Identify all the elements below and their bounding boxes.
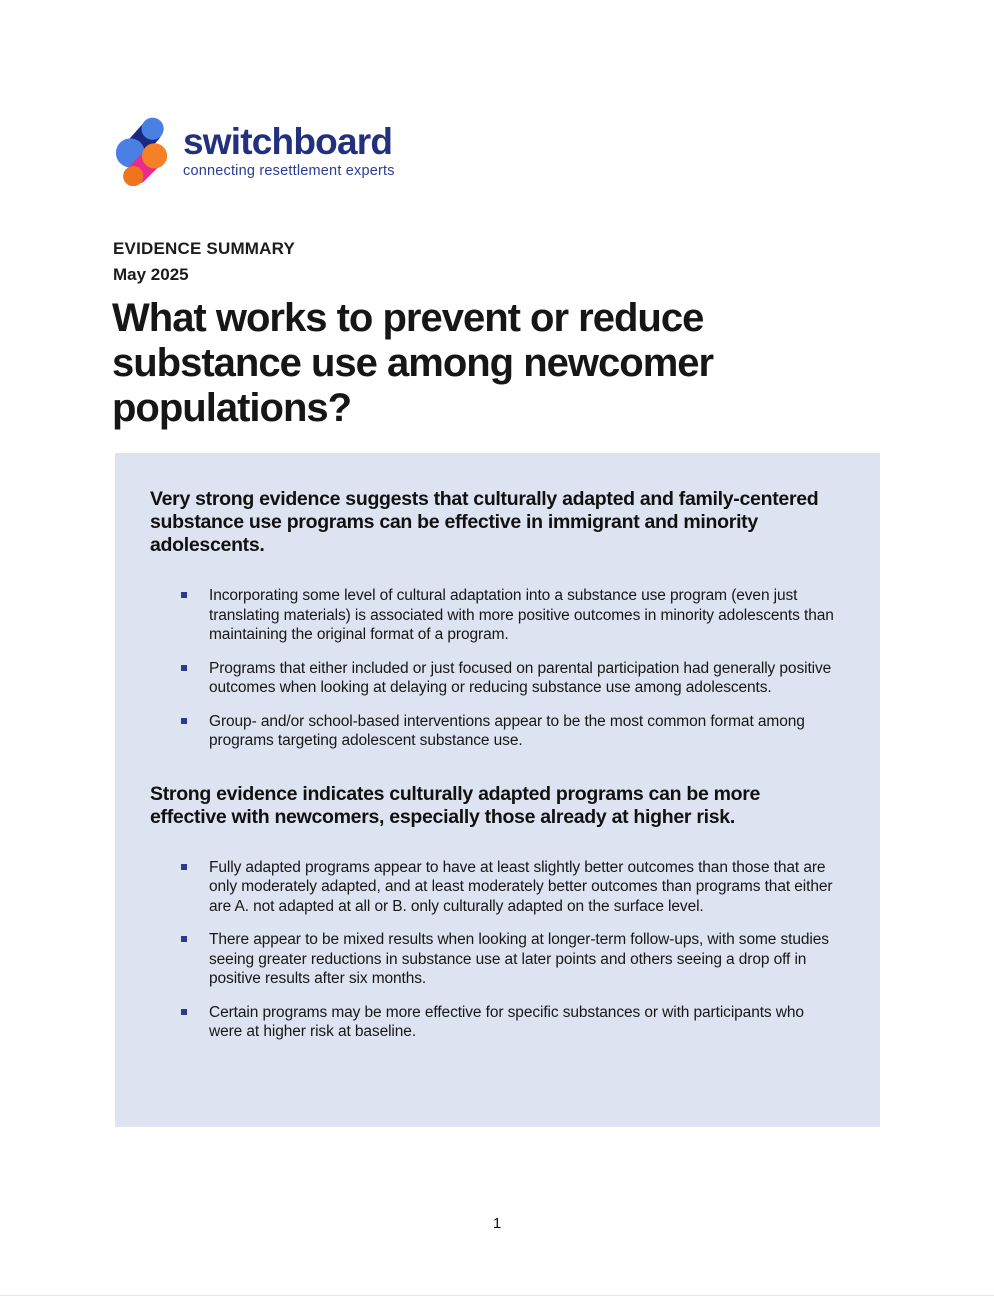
page-title-line-2: substance use among newcomer: [112, 341, 714, 385]
list-item: [181, 858, 840, 917]
bullet-text: There appear to be mixed results when looking at longer-term follow-ups, with some studies seeing greater reductions in substance use at later points and others seeing a drop off in positive results after six months.: [209, 931, 829, 987]
page-title-line-3: populations?: [112, 386, 352, 430]
page-number: 1: [492, 1215, 502, 1232]
square-bullet-icon: [181, 592, 187, 598]
bullet-text: Incorporating some level of cultural adaptation into a substance use program (even just translating materials) is associated with more positive outcomes in minority adolescents than maintaining the original format of a program.: [209, 587, 834, 643]
bullet-text: Programs that either included or just focused on parental participation had generally positive outcomes when looking at delaying or reducing substance use among adolescents.: [209, 659, 832, 696]
evidence-section-1-heading: Very strong evidence suggests that culturally adapted and family-centered substance use programs can be effective in immigrant and minority adolescents.: [150, 488, 819, 556]
document-date: May 2025: [113, 265, 189, 284]
switchboard-logo-icon: [112, 116, 170, 186]
evidence-section-1: [150, 488, 840, 751]
header-meta: [113, 239, 295, 285]
page-title-line-1: What works to prevent or reduce: [112, 296, 704, 340]
document-type-label: EVIDENCE SUMMARY: [113, 239, 296, 258]
square-bullet-icon: [181, 936, 187, 942]
evidence-section-1-bullets: [181, 586, 840, 751]
evidence-section-2-bullets: [181, 858, 840, 1042]
list-item: [181, 1003, 840, 1042]
square-bullet-icon: [181, 665, 187, 671]
list-item: [181, 712, 840, 751]
list-item: [181, 586, 840, 645]
logo-tagline: connecting resettlement experts: [183, 163, 395, 179]
list-item: [181, 659, 840, 698]
evidence-section-2: [150, 783, 840, 1042]
square-bullet-icon: [181, 1009, 187, 1015]
bullet-text: Group- and/or school-based interventions appear to be the most common format among programs targeting adolescent substance use.: [209, 712, 805, 749]
square-bullet-icon: [181, 718, 187, 724]
bullet-text: Certain programs may be more effective for specific substances or with participants who were at higher risk at baseline.: [209, 1003, 804, 1040]
evidence-summary-box: [115, 453, 880, 1127]
logo-text: [183, 123, 395, 179]
list-item: [181, 930, 840, 989]
evidence-section-2-heading: Strong evidence indicates culturally adapted programs can be more effective with newcomers, especially those already at higher risk.: [150, 782, 761, 828]
bullet-text: Fully adapted programs appear to have at least slightly better outcomes than those that are only moderately adapted, and at least moderately better outcomes than programs that either are A. not adapted at all or B. only culturally adapted on the surface level.: [209, 858, 833, 915]
square-bullet-icon: [181, 864, 187, 870]
logo-wordmark: switchboard: [183, 121, 393, 162]
switchboard-logo: [112, 116, 395, 186]
page-title: [112, 296, 872, 431]
